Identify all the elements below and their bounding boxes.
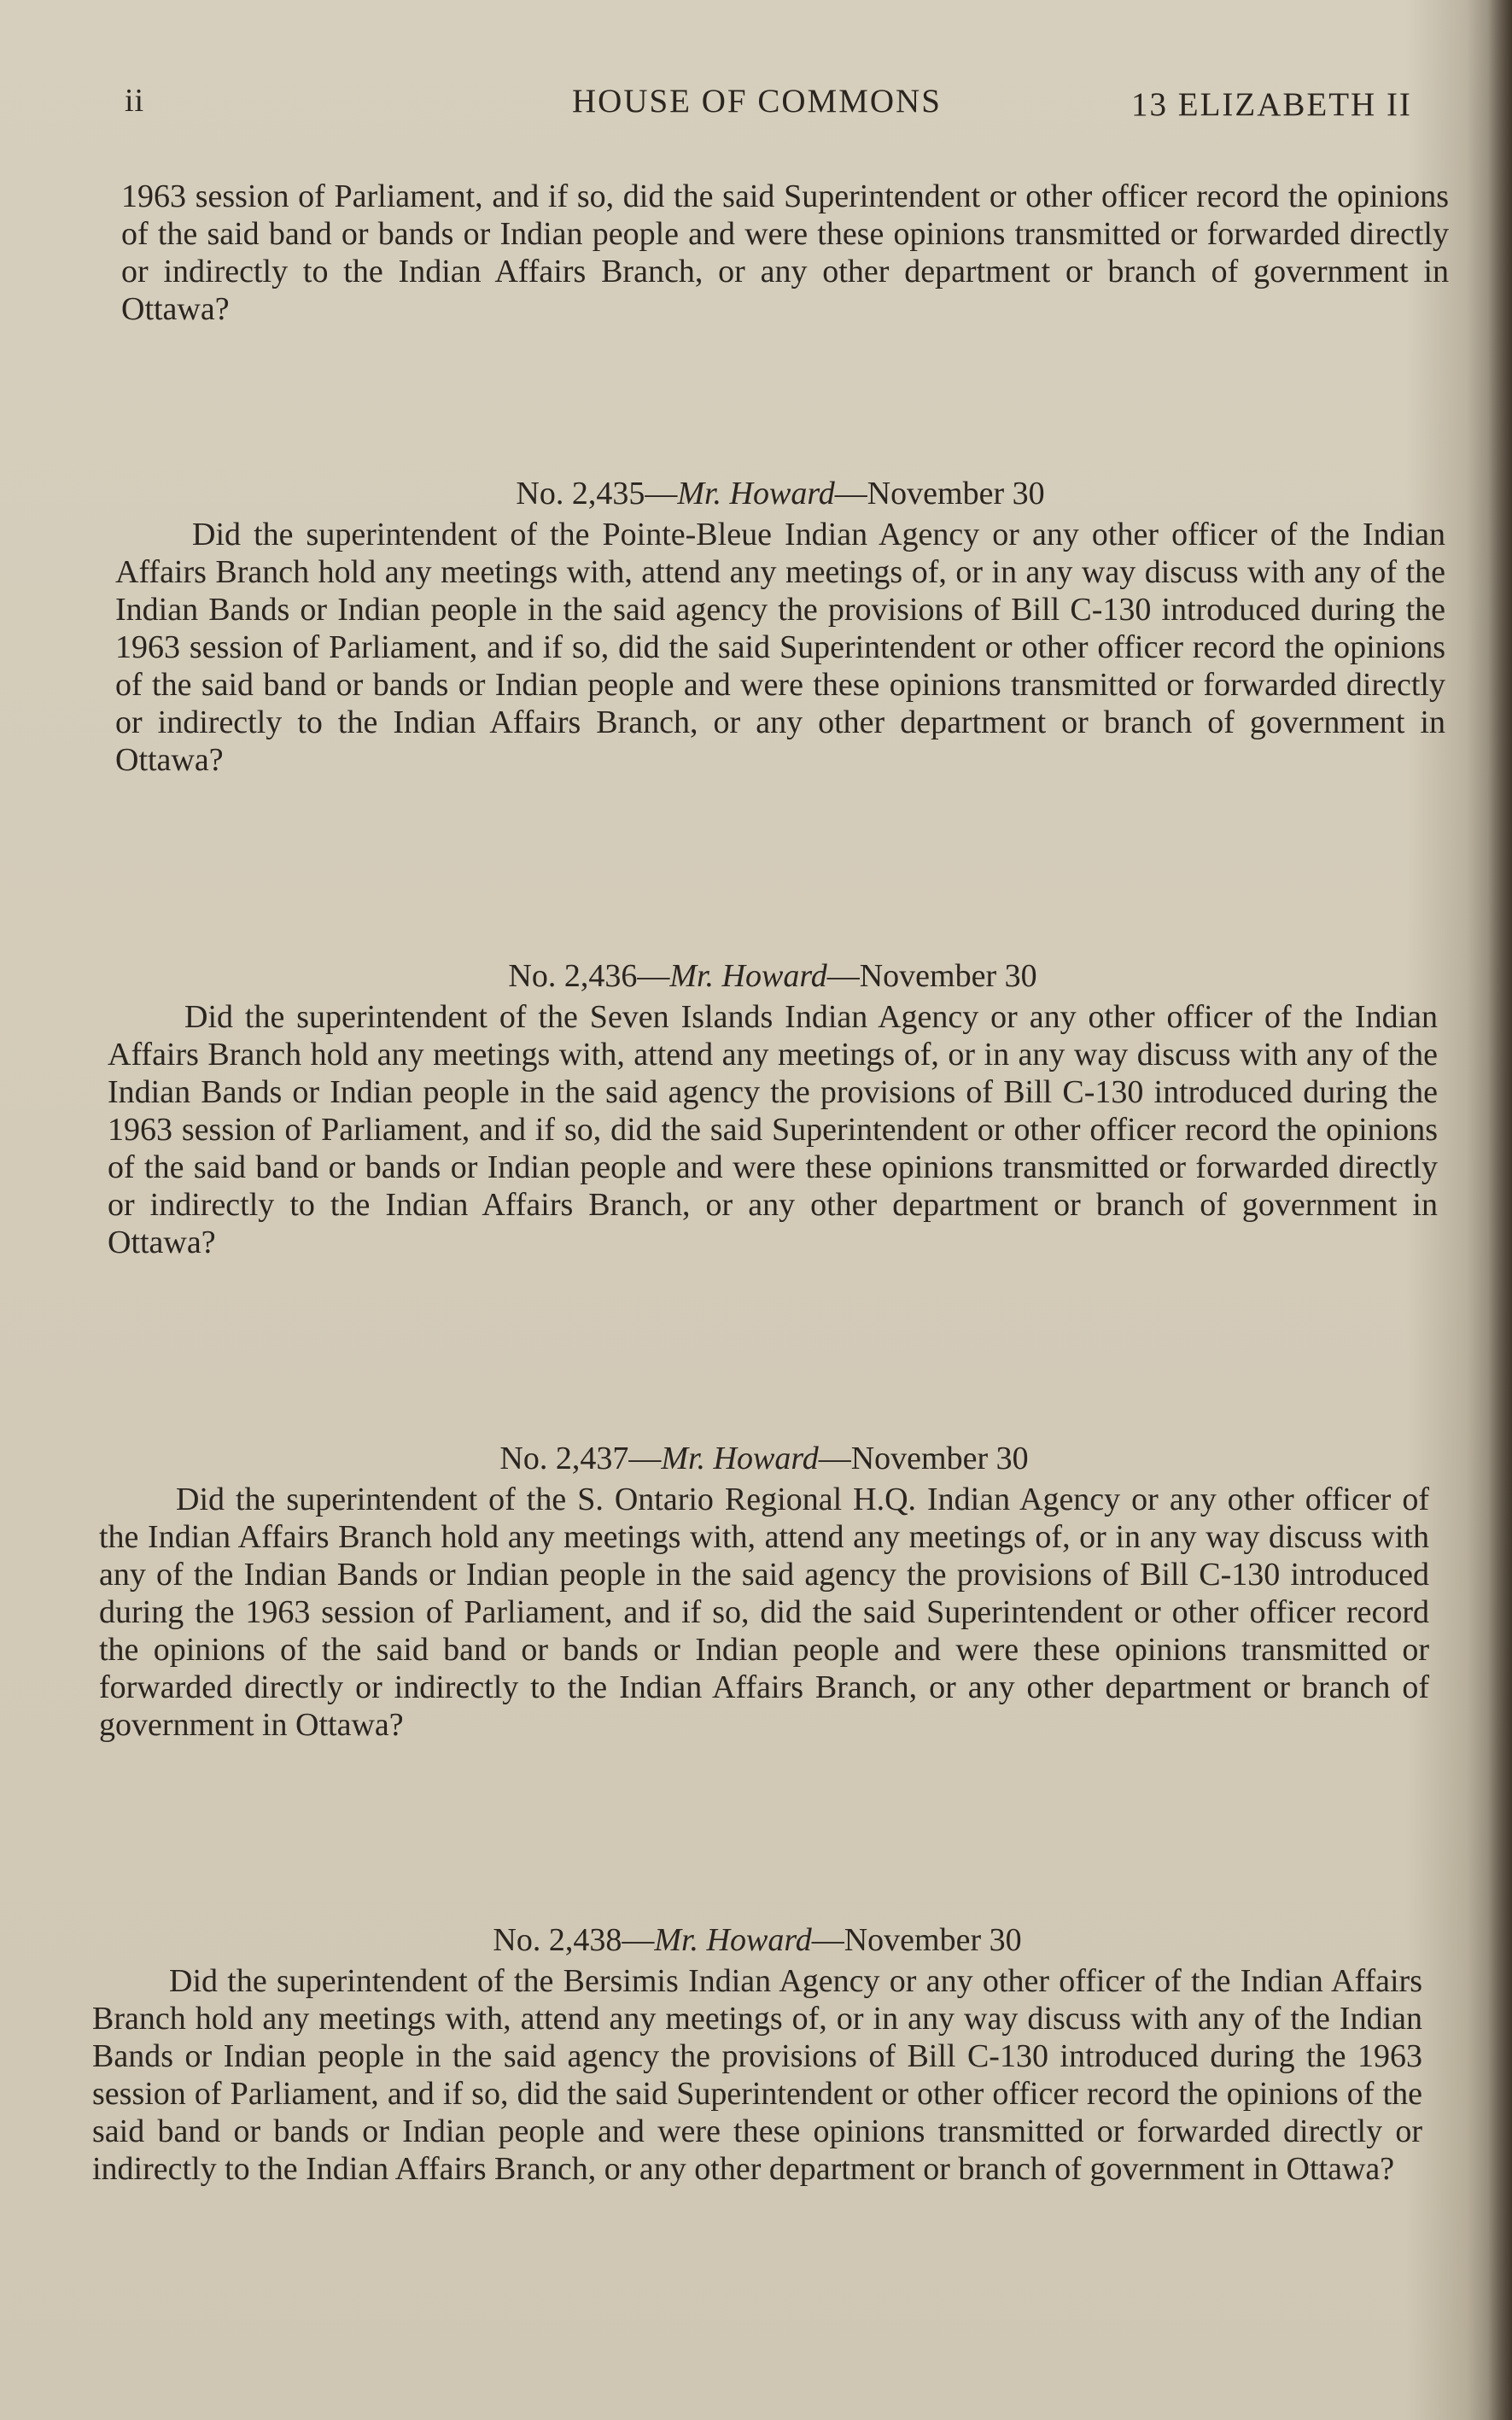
question-date: November 30 [844, 1922, 1022, 1958]
question-member: Mr. Howard [669, 958, 827, 994]
page-header [120, 82, 1451, 133]
question-entry [115, 475, 1445, 779]
continuation-paragraph: 1963 session of Parliament, and if so, did the said Superintendent or other officer record the opinions of the said band or bands or Indian people and were these opinions transmitted or forwarded directly or indirectly to the Indian Affairs Branch, or any other department or branch of government in Ottawa? [121, 178, 1449, 327]
question-number: No. 2,436 [508, 958, 638, 994]
page-binding-shadow [1488, 0, 1512, 2420]
question-number: No. 2,435 [516, 476, 645, 511]
question-text: Did the superintendent of the Pointe-Bleue Indian Agency or any other officer of the Indian Affairs Branch hold any meetings with, attend any meetings of, or in any way discuss with any of the Indian Bands or Indian people in the said agency the provisions of Bill C-130 introduced during the 1963 session of Parliament, and if so, did the said Superintendent or other officer record the opinions of the said band or bands or Indian people and were these opinions transmitted or forwarded directly or indirectly to the Indian Affairs Branch, or any other department or branch of government in Ottawa? [115, 517, 1445, 778]
question-text: Did the superintendent of the Seven Islands Indian Agency or any other officer of the Indian Affairs Branch hold any meetings with, attend any meetings of, or in any way discuss with any of the Indian Bands or Indian people in the said agency the provisions of Bill C-130 introduced during the 1963 session of Parliament, and if so, did the said Superintendent or other officer record the opinions of the said band or bands or Indian people and were these opinions transmitted or forwarded directly or indirectly to the Indian Affairs Branch, or any other department or branch of government in Ottawa? [108, 999, 1438, 1260]
question-text: Did the superintendent of the Bersimis Indian Agency or any other officer of the Indian Affairs Branch hold any meetings with, attend any meetings of, or in any way discuss with any of the Indian Bands or Indian people in the said agency the provisions of Bill C-130 introduced during the 1963 session of Parliament, and if so, did the said Superintendent or other officer record the opinions of the said band or bands or Indian people and were these opinions transmitted or forwarded directly or indirectly to the Indian Affairs Branch, or any other department or branch of government in Ottawa? [92, 1963, 1422, 2187]
question-heading: No. 2,435—Mr. Howard—November 30 [516, 476, 1045, 511]
question-entry [92, 1921, 1422, 2188]
header-title: HOUSE OF COMMONS [572, 83, 942, 120]
question-date: November 30 [850, 1441, 1029, 1476]
question-member: Mr. Howard [661, 1441, 819, 1476]
question-heading: No. 2,437—Mr. Howard—November 30 [499, 1441, 1029, 1476]
question-member: Mr. Howard [654, 1922, 812, 1958]
header-regnal-year: 13 ELIZABETH II [1131, 86, 1412, 123]
question-entry [108, 957, 1438, 1261]
question-heading: No. 2,438—Mr. Howard—November 30 [493, 1922, 1022, 1958]
question-text: Did the superintendent of the S. Ontario Regional H.Q. Indian Agency or any other officer of the Indian Affairs Branch hold any meetings with, attend any meetings of, or in any way discuss with any of the Indian Bands or Indian people in the said agency the provisions of Bill C-130 introduced during the 1963 session of Parliament, and if so, did the said Superintendent or other officer record the opinions of the said band or bands or Indian people and were these opinions transmitted or forwarded directly or indirectly to the Indian Affairs Branch, or any other department or branch of government in Ottawa? [99, 1482, 1429, 1743]
question-number: No. 2,438 [493, 1922, 622, 1958]
question-date: November 30 [859, 958, 1037, 994]
question-date: November 30 [867, 476, 1045, 511]
question-heading: No. 2,436—Mr. Howard—November 30 [508, 958, 1037, 994]
question-member: Mr. Howard [677, 476, 835, 511]
question-entry [99, 1440, 1429, 1744]
question-number: No. 2,437 [499, 1441, 629, 1476]
page-number: ii [125, 83, 145, 119]
